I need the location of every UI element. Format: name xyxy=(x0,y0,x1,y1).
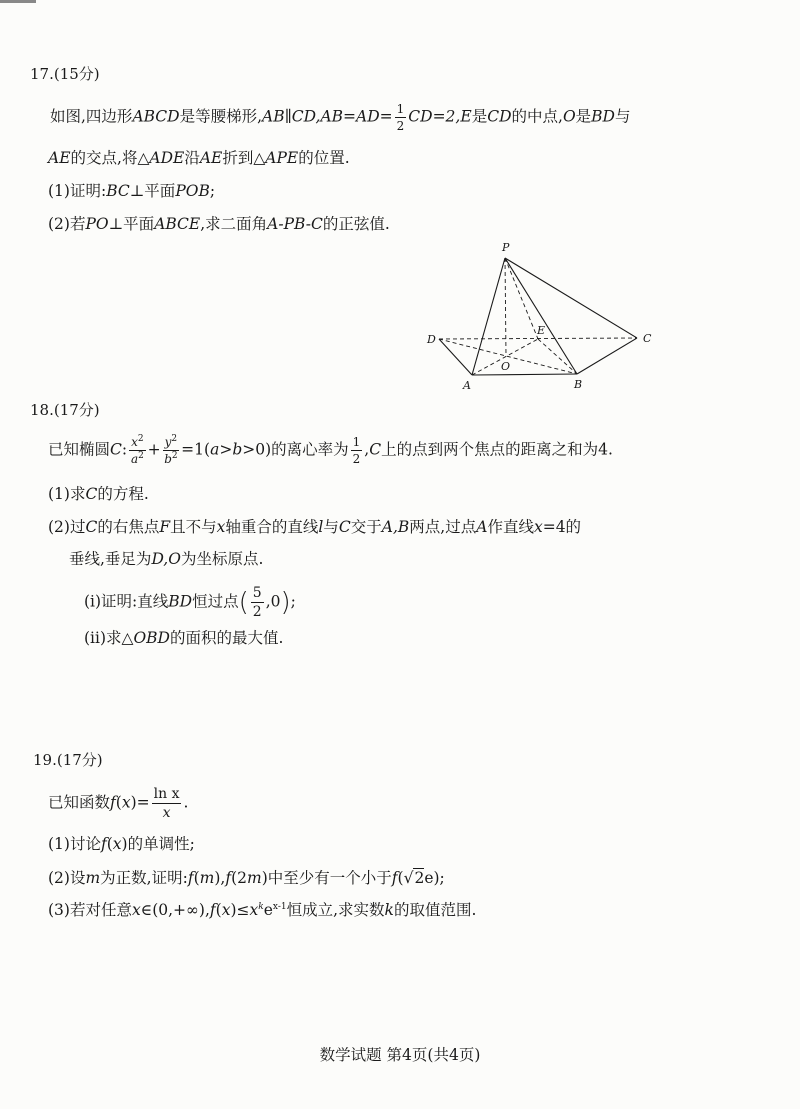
q19-header: 19.(17分) xyxy=(33,751,103,769)
label-P: P xyxy=(502,241,510,254)
label-O: O xyxy=(501,360,511,373)
q19-subquestion-1: (1)讨论f(x)的单调性; xyxy=(48,835,195,853)
edge-AB xyxy=(472,374,577,375)
label-A: A xyxy=(463,379,471,392)
q18-paragraph: 已知椭圆C: $\frac{x^2}{a^2}$ + $\frac{y^2}{b^2}$ =1(a>b>0)的离心率为 $\frac{1}{2}$ ,C上的点到两个焦点的距离之和为4. xyxy=(48,434,613,466)
q17-header: 17.(15分) xyxy=(30,65,100,83)
fraction-five-halves: $\frac{5}{2}$ xyxy=(252,585,262,620)
label-D: D xyxy=(427,333,436,346)
q19-subquestion-3: (3)若对任意$x\in(0,+\infty),f(x)\le x^ke^{x-1}$恒成立,求实数k的取值范围. xyxy=(48,901,477,919)
label-E: E xyxy=(537,324,546,337)
q18-part-ii: (ⅱ)求△OBD的面积的最大值. xyxy=(84,629,284,647)
fraction-y2-b2: $\frac{y^2}{b^2}$ xyxy=(164,434,178,466)
fraction-lnx-over-x: $\frac{\text{ln x}}{x}$ xyxy=(153,786,180,821)
edge-PA xyxy=(472,258,505,375)
q17-paragraph-line1: 如图,四边形ABCD是等腰梯形,AB∥CD,AB=AD= $\frac{1}{2}$ CD=2,E是CD的中点,O是BD与 xyxy=(50,102,631,133)
page-footer: 数学试题 第4页(共4页) xyxy=(319,1046,481,1064)
q19-subquestion-2: (2)设m为正数,证明:f(m),f(2m)中至少有一个小于f(√2e); xyxy=(48,869,445,887)
q18-header: 18.(17分) xyxy=(30,401,100,419)
q17-subquestion-1: (1)证明:BC⊥平面POB; xyxy=(48,182,216,200)
fraction-one-half: $\frac{1}{2}$ xyxy=(396,102,405,133)
scan-corner-mark xyxy=(0,0,36,3)
q19-paragraph: 已知函数f(x)= $\frac{\text{ln x}}{x}$ . xyxy=(48,786,189,821)
edge-PB xyxy=(505,258,577,374)
label-B: B xyxy=(574,378,583,391)
label-C: C xyxy=(643,332,652,345)
q17-paragraph-line2: AE的交点,将△ADE沿AE折到△APE的位置. xyxy=(48,149,350,167)
q18-subquestion-2-continued: 垂线,垂足为D,O为坐标原点. xyxy=(69,550,264,568)
fraction-x2-a2: $\frac{x^2}{a^2}$ xyxy=(130,434,144,466)
q17-subquestion-2: (2)若PO⊥平面ABCE,求二面角A-PB-C的正弦值. xyxy=(48,215,390,233)
fraction-one-half-eccentricity: $\frac{1}{2}$ xyxy=(352,435,361,466)
q18-part-i: (ⅰ)证明:直线BD恒过点( $\frac{5}{2}$ ,0); xyxy=(84,585,296,620)
edge-PE-dashed xyxy=(505,258,538,339)
edge-PC xyxy=(505,258,637,338)
edge-BC xyxy=(577,338,637,374)
edge-PO-dashed xyxy=(505,258,506,356)
edge-DA xyxy=(439,339,472,375)
pyramid-figure xyxy=(425,238,665,398)
q18-subquestion-2: (2)过C的右焦点F且不与x轴重合的直线l与C交于A,B两点,过点A作直线x=4的 xyxy=(48,518,582,536)
q18-subquestion-1: (1)求C的方程. xyxy=(48,485,149,503)
